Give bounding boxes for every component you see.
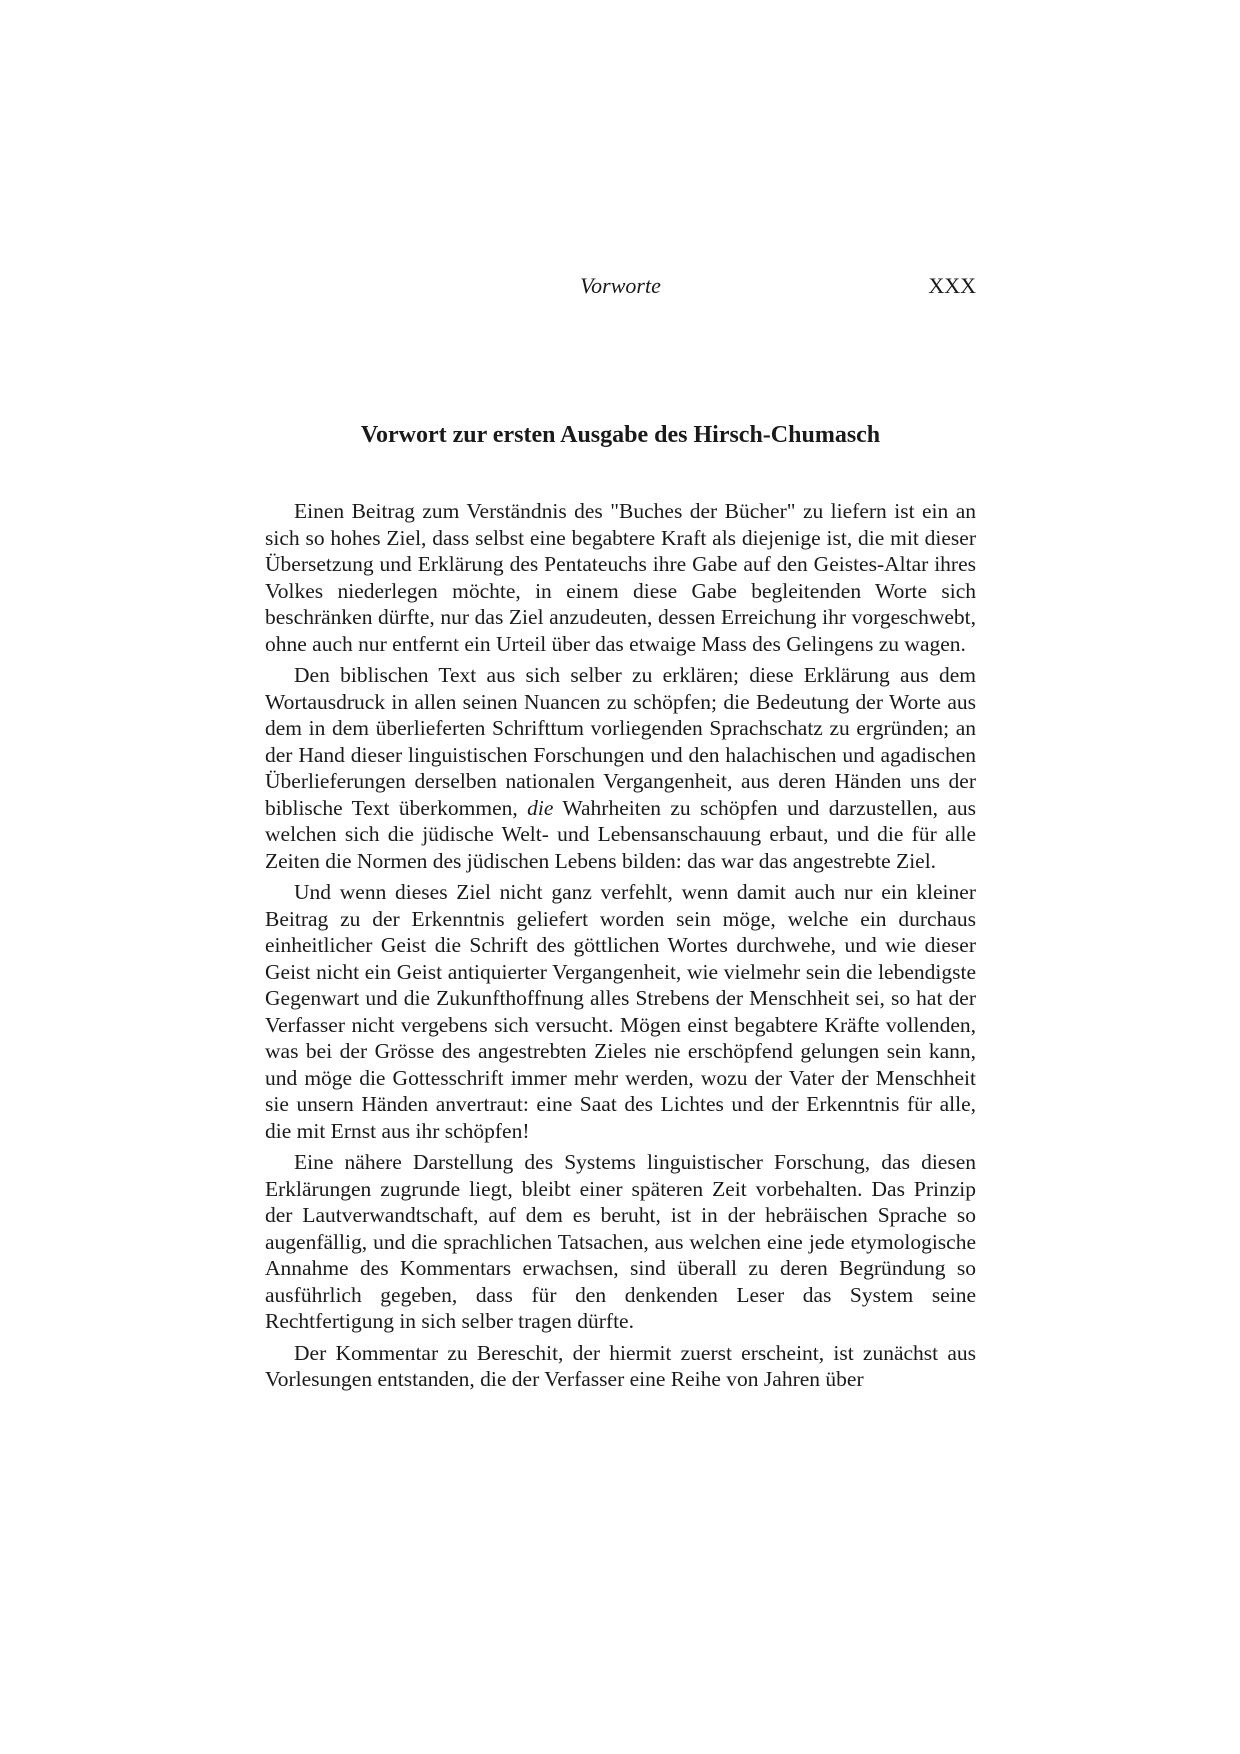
emphasized-word: die	[527, 795, 554, 820]
paragraph: Eine nähere Darstellung des Systems linguistischer Forschung, das diesen Erklärungen zugrunde liegt, bleibt einer späteren Zeit vorbehalten. Das Prinzip der Lautverwandtschaft, auf dem es beruht, ist in der hebräischen Sprache so augenfällig, und die sprachlichen Tatsachen, aus welchen eine jede etymologische Annahme des Kommentars erwachsen, sind überall zu deren Begründung so ausführlich gegeben, dass für den denkenden Leser das System seine Rechtfertigung in sich selber tragen dürfte.	[265, 1150, 976, 1333]
paragraph	[265, 662, 976, 874]
paragraph: Einen Beitrag zum Verständnis des "Buches der Bücher" zu liefern ist ein an sich so hohes Ziel, dass selbst eine begabtere Kraft als diejenige ist, die mit dieser Übersetzung und Erklärung des Pentateuchs ihre Gabe auf den Geistes-Altar ihres Volkes niederlegen möchte, in einem diese Gabe begleitenden Worte sich beschränken dürfte, nur das Ziel anzudeuten, dessen Erreichung ihr vorgeschwebt, ohne auch nur entfernt ein Urteil über das etwaige Mass des Gelingens zu wagen.	[265, 499, 976, 656]
running-header-title: Vorworte	[580, 273, 661, 298]
paragraph: Der Kommentar zu Bereschit, der hiermit zuerst erscheint, ist zunächst aus Vorlesungen entstanden, die der Verfasser eine Reihe von Jahren über	[265, 1340, 976, 1391]
paragraph: Und wenn dieses Ziel nicht ganz verfehlt, wenn damit auch nur ein kleiner Beitrag zu der Erkenntnis geliefert worden sein möge, welche ein durchaus einheitlicher Geist die Schrift des göttlichen Wortes durchwehe, und wie dieser Geist nicht ein Geist antiquierter Vergangenheit, wie vielmehr sein die lebendigste Gegenwart und die Zukunfthoffnung alles Strebens der Menschheit sei, so hat der Verfasser nicht vergebens sich versucht. Mögen einst begabtere Kräfte vollenden, was bei der Grösse des angestrebten Zieles nie erschöpfend gelungen sein kann, und möge die Gottesschrift immer mehr werden, wozu der Vater der Menschheit sie unsern Händen anvertraut: eine Saat des Lichtes und der Erkenntnis für alle, die mit Ernst aus ihr schöpfen!	[265, 880, 976, 1143]
chapter-title: Vorwort zur ersten Ausgabe des Hirsch-Chumasch	[360, 422, 881, 448]
body-text	[265, 498, 976, 1398]
running-header	[265, 271, 976, 301]
paragraph-text: Wahrheiten zu schöpfen und darzustellen, aus welchen sich die jüdische Welt- und Lebensanschauung erbaut, und die für alle Zeiten die Normen des jüdischen Lebens bilden: das war das angestrebte Ziel.	[265, 795, 977, 873]
paragraph-text: Den biblischen Text aus sich selber zu erklären; diese Erklärung aus dem Wortausdruck in allen seinen Nuancen zu schöpfen; die Bedeutung der Worte aus dem in dem überlieferten Schrifttum vorliegenden Sprachschatz zu ergründen; an der Hand dieser linguistischen Forschungen und den halachischen und agadischen Überlieferungen derselben nationalen Vergangenheit, aus deren Händen uns der biblische Text überkommen,	[265, 663, 976, 820]
page-number: XXX	[928, 273, 976, 298]
